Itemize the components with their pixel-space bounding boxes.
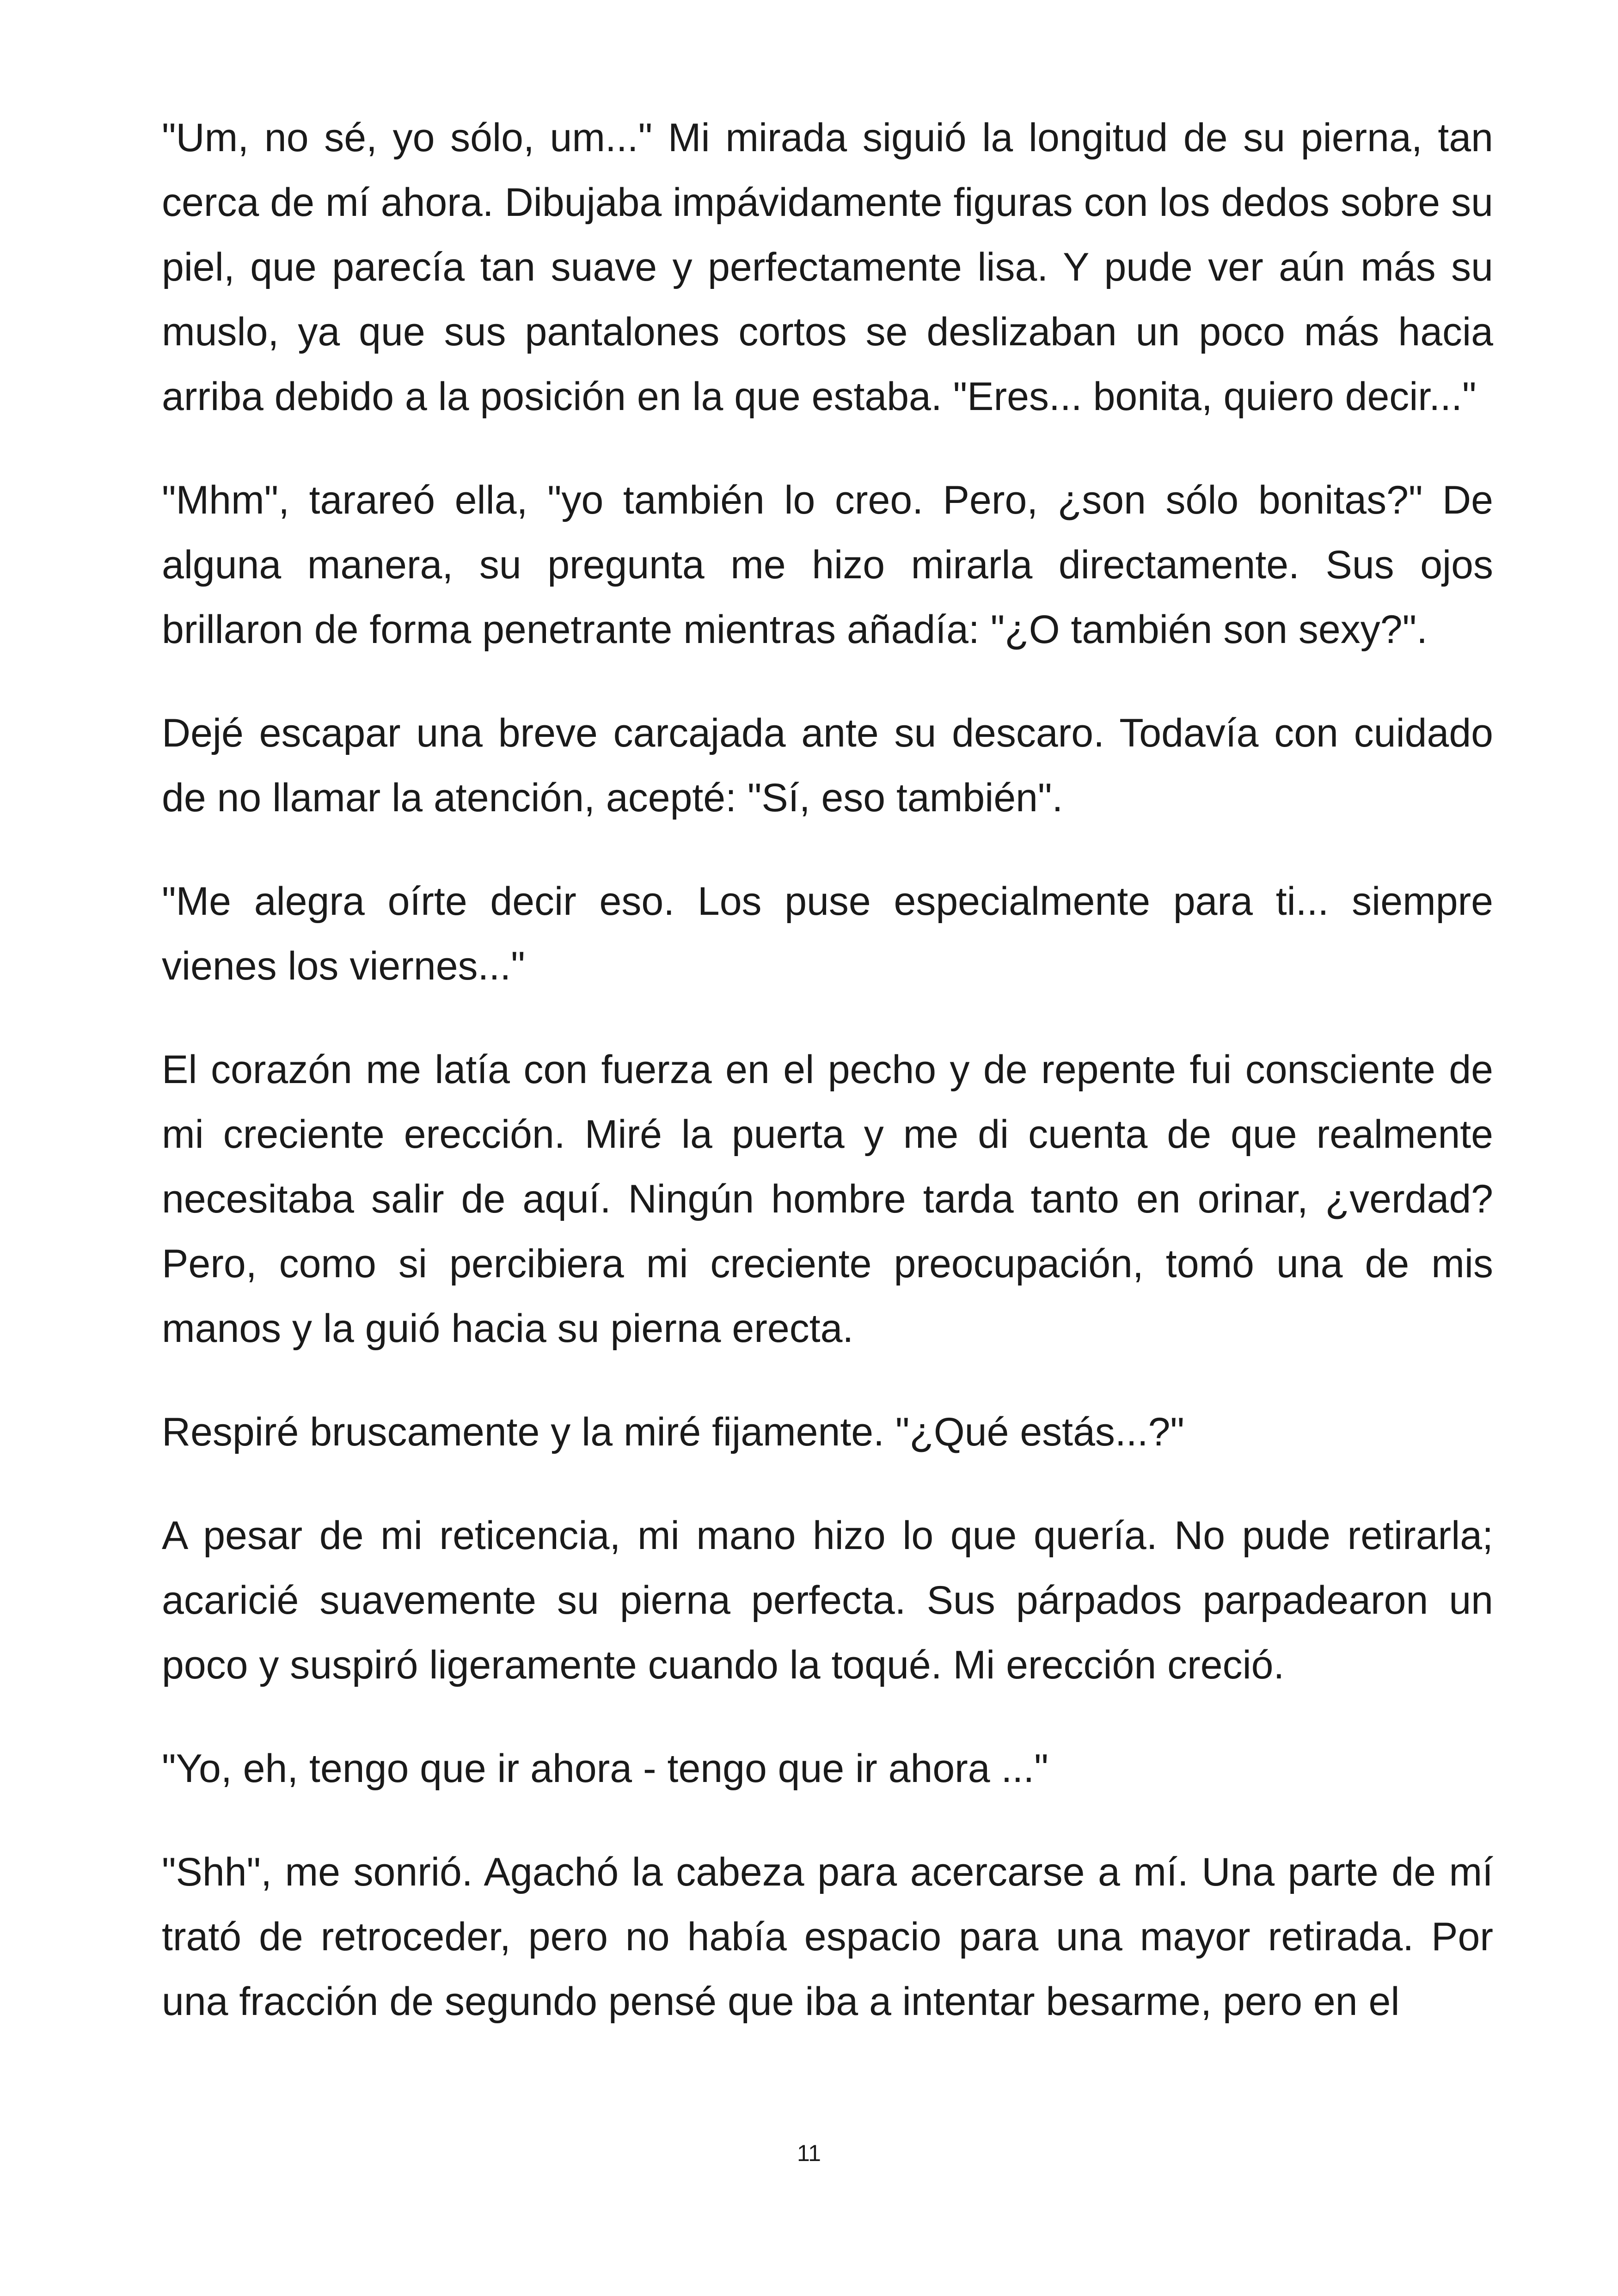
paragraph: "Me alegra oírte decir eso. Los puse especialmente para ti... siempre vienes los viernes..." xyxy=(162,879,1493,988)
paragraph: El corazón me latía con fuerza en el pecho y de repente fui consciente de mi creciente erección. Miré la puerta y me di cuenta de que realmente necesitaba salir de aquí. Ningún hombre tarda tanto en orinar, ¿verdad? Pero, como si percibiera mi creciente preocupación, tomó una de mis manos y la guió hacia su pierna erecta. xyxy=(162,1047,1493,1351)
body-text xyxy=(162,105,1493,2034)
paragraph: "Shh", me sonrió. Agachó la cabeza para acercarse a mí. Una parte de mí trató de retroceder, pero no había espacio para una mayor retirada. Por una fracción de segundo pensé que iba a intentar besarme, pero en el xyxy=(162,1850,1493,2024)
paragraph: "Yo, eh, tengo que ir ahora - tengo que ir ahora ..." xyxy=(162,1746,1048,1791)
page-number: 11 xyxy=(797,2140,821,2166)
paragraph: Respiré bruscamente y la miré fijamente. "¿Qué estás...?" xyxy=(162,1410,1184,1454)
paragraph: "Mhm", tarareó ella, "yo también lo creo. Pero, ¿son sólo bonitas?" De alguna manera, su pregunta me hizo mirarla directamente. Sus ojos brillaron de forma penetrante mientras añadía: "¿O también son sexy?". xyxy=(162,478,1493,652)
paragraph: Dejé escapar una breve carcajada ante su descaro. Todavía con cuidado de no llamar la atención, acepté: "Sí, eso también". xyxy=(162,711,1493,820)
paragraph: A pesar de mi reticencia, mi mano hizo lo que quería. No pude retirarla; acaricié suavemente su pierna perfecta. Sus párpados parpadearon un poco y suspiró ligeramente cuando la toqué. Mi erección creció. xyxy=(162,1513,1493,1687)
paragraph: "Um, no sé, yo sólo, um..." Mi mirada siguió la longitud de su pierna, tan cerca de mí ahora. Dibujaba impávidamente figuras con los dedos sobre su piel, que parecía tan suave y perfectamente lisa. Y pude ver aún más su muslo, ya que sus pantalones cortos se deslizaban un poco más hacia arriba debido a la posición en la que estaba. "Eres... bonita, quiero decir..." xyxy=(162,116,1493,419)
